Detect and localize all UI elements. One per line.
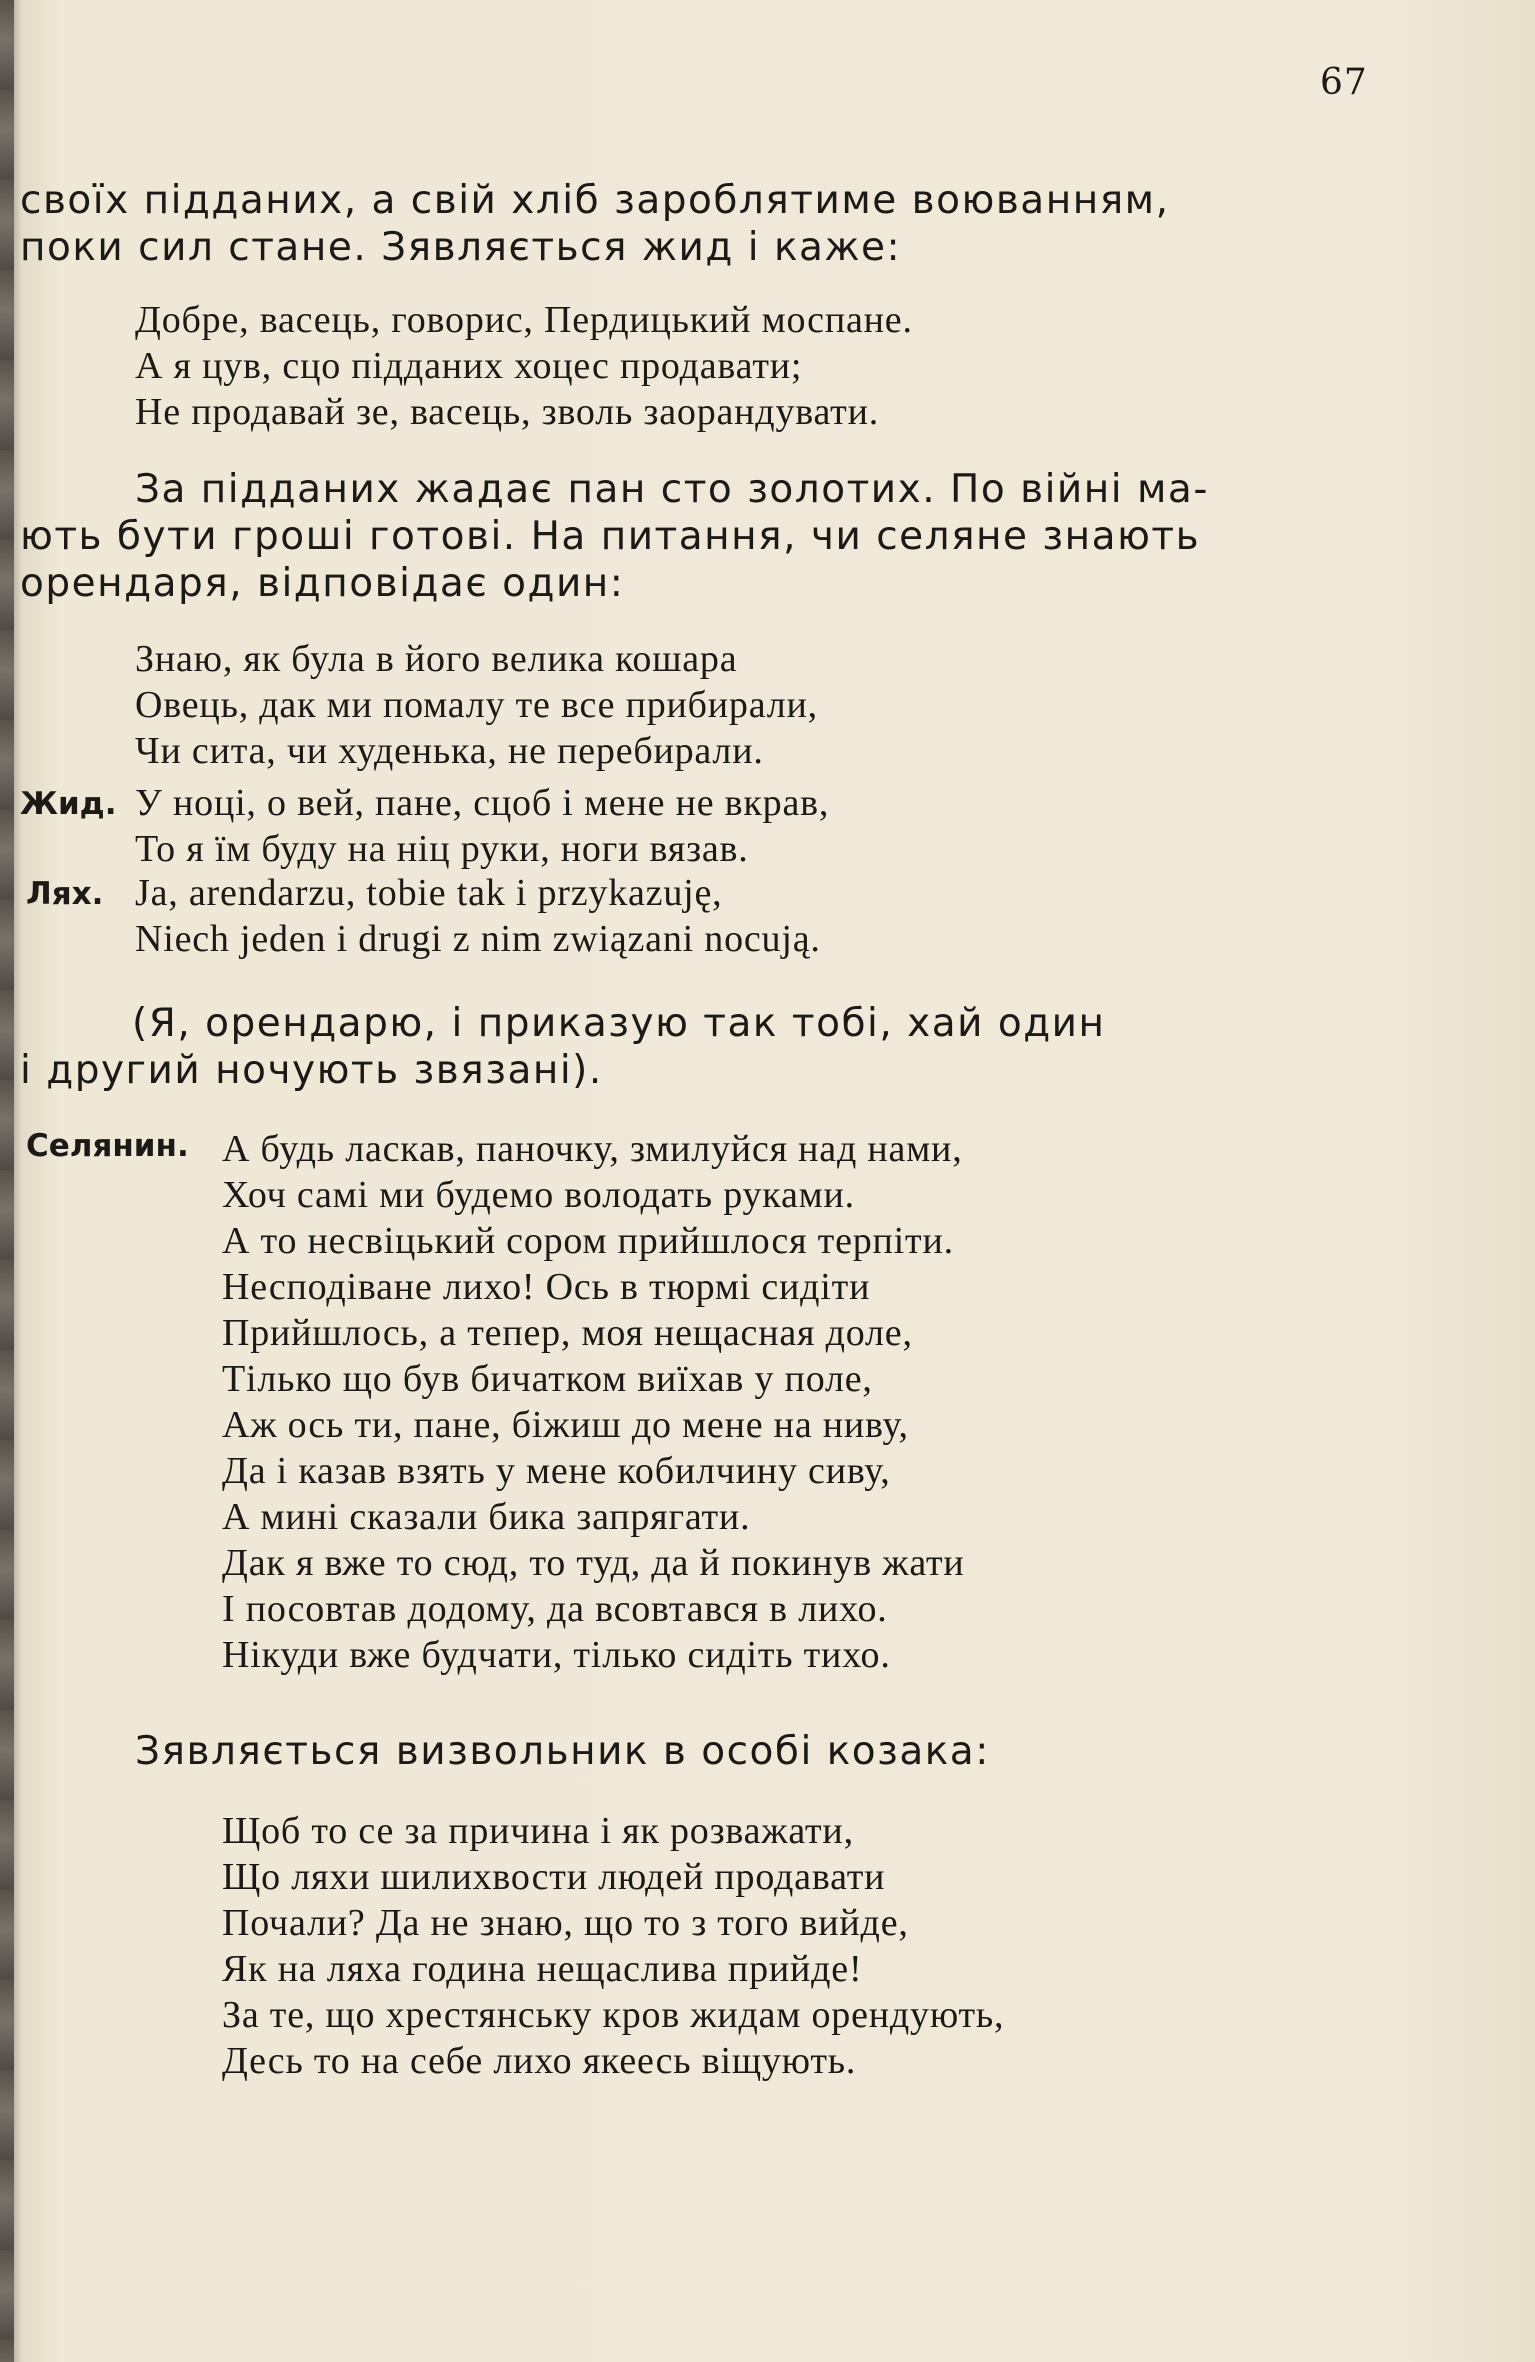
verse-line: Почали? Да не знаю, що то з того вийде,: [222, 1902, 909, 1944]
paragraph-4: Зявляється визвольник в особі козака:: [135, 1729, 990, 1774]
verse-line: Дак я вже то сюд, то туд, да й покинув жати: [222, 1542, 965, 1584]
verse-line: Овець, дак ми помалу те все прибирали,: [135, 684, 818, 726]
text-line: орендаря, відповідає один:: [20, 561, 625, 606]
verse-line: Добре, васець, говорис, Пердицький моспане.: [135, 299, 913, 341]
verse-line: Щоб то се за причина і як розважати,: [222, 1810, 854, 1852]
verse-line: І посовтав додому, да всовтався в лихо.: [222, 1588, 888, 1630]
verse-line: Нікуди вже будчати, тілько сидіть тихо.: [222, 1634, 891, 1676]
zhyd-lines: [135, 780, 829, 872]
text-line: ють бути гроші готові. На питання, чи селяне знають: [20, 514, 1201, 559]
text-line: своїх підданих, а свій хліб зароблятиме воюванням,: [20, 178, 1170, 223]
verse-line: А то несвіцький сором прийшлося терпіти.: [222, 1220, 954, 1262]
verse-line: То я їм буду на ніц руки, ноги вязав.: [135, 828, 749, 870]
verse-2: [135, 636, 818, 774]
verse-line: Хоч самі ми будемо володать руками.: [222, 1174, 855, 1216]
text-line: За підданих жадає пан сто золотих. По війні ма-: [135, 467, 1209, 512]
verse-line: Несподіване лихо! Ось в тюрмі сидіти: [222, 1266, 871, 1308]
verse-line: Niech jeden i drugi z nim związani nocują.: [135, 918, 821, 960]
selianyn-lines: [222, 1126, 965, 1678]
verse-line: Да і казав взять у мене кобилчину сиву,: [222, 1450, 891, 1492]
verse-line: Аж ось ти, пане, біжиш до мене на ниву,: [222, 1404, 909, 1446]
text-line: (Я, орендарю, і приказую так тобі, хай один: [132, 1001, 1106, 1046]
book-spine: [0, 0, 14, 2362]
text-line: поки сил стане. Зявляється жид і каже:: [20, 225, 902, 270]
verse-line: Як на ляха година нещаслива прийде!: [222, 1948, 863, 1990]
verse-line: А будь ласкав, паночку, змилуйся над нами,: [222, 1128, 963, 1170]
verse-line: Прийшлось, а тепер, моя нещасная доле,: [222, 1312, 913, 1354]
speaker-liakh: Лях.: [26, 876, 104, 912]
verse-line: Десь то на себе лихо якеесь віщують.: [222, 2040, 857, 2082]
verse-line: Тілько що був бичатком виїхав у поле,: [222, 1358, 873, 1400]
verse-line: Ja, arendarzu, tobie tak i przykazuję,: [135, 872, 723, 914]
verse-line: Знаю, як була в його велика кошара: [135, 638, 738, 680]
verse-line: За те, що хрестянську кров жидам орендують,: [222, 1994, 1005, 2036]
paragraph-2: [20, 466, 1209, 607]
text-line: і другий ночують звязані).: [20, 1048, 603, 1093]
verse-line: А мині сказали бика запрягати.: [222, 1496, 751, 1538]
verse-1: [135, 297, 913, 435]
liakh-lines: [135, 870, 821, 962]
verse-line: А я цув, сцо підданих хоцес продавати;: [135, 345, 803, 387]
paragraph-1: [20, 177, 1169, 271]
verse-3: [222, 1808, 1004, 2084]
verse-line: Чи сита, чи худенька, не перебирали.: [135, 730, 764, 772]
speaker-selianyn: Селянин.: [26, 1128, 189, 1164]
page-number: 67: [1320, 62, 1368, 103]
paragraph-3: [20, 1000, 1106, 1094]
speaker-zhyd: Жид.: [20, 786, 117, 822]
verse-line: Що ляхи шилихвости людей продавати: [222, 1856, 886, 1898]
verse-line: Не продавай зе, васець, зволь заорандувати.: [135, 391, 880, 433]
verse-line: У ноці, о вей, пане, сцоб і мене не вкрав,: [135, 782, 830, 824]
